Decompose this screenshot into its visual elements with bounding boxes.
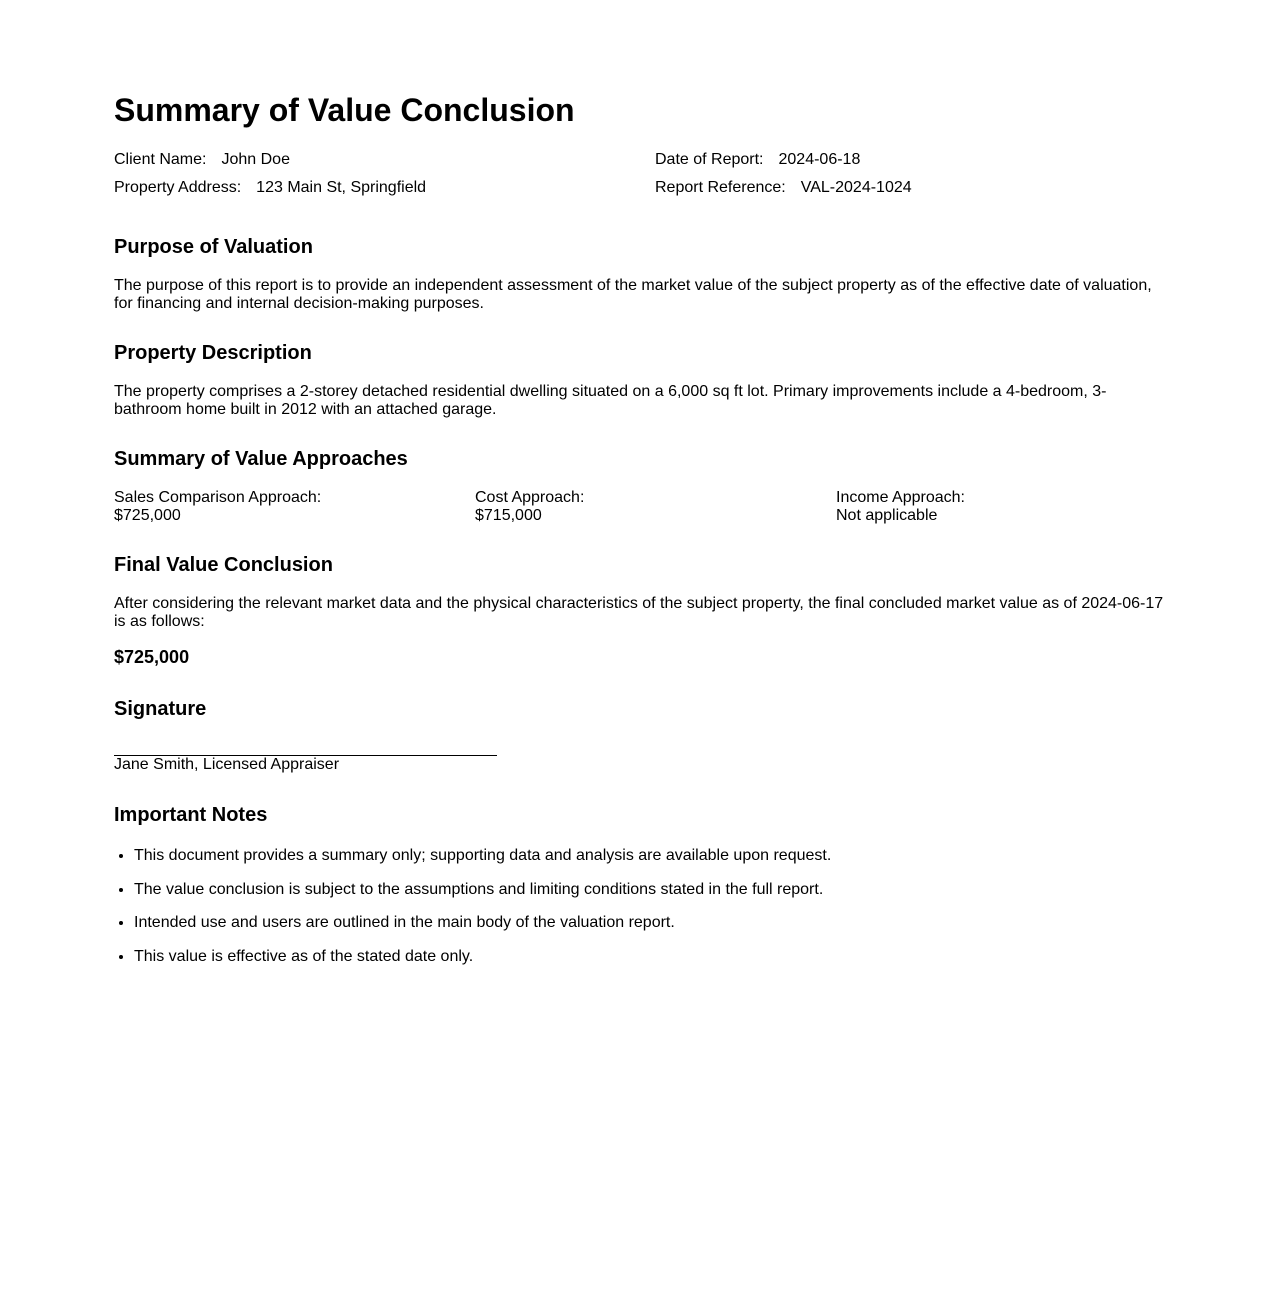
important-notes-heading: Important Notes — [114, 804, 268, 826]
approach-value: $725,000 — [114, 507, 181, 524]
date-of-report-row — [655, 150, 860, 170]
approach-label: Sales Comparison Approach: — [114, 489, 322, 506]
purpose-text: The purpose of this report is to provide an independent assessment of the market value of the subject property as of the effective date of valuation, for financing and internal decision-making purposes. — [114, 277, 1152, 312]
list-item: • This value is effective as of the stated date only. — [134, 948, 831, 966]
client-name-value: John Doe — [221, 151, 290, 168]
property-address-value: 123 Main St, Springfield — [256, 179, 427, 196]
final-value-heading: Final Value Conclusion — [114, 554, 333, 576]
approach-value: Not applicable — [836, 507, 938, 524]
date-of-report-value: 2024-06-18 — [778, 151, 861, 168]
approach-label: Cost Approach: — [475, 489, 585, 506]
signature-heading: Signature — [114, 698, 207, 720]
client-name-label: Client Name: — [114, 151, 207, 168]
final-value-amount: $725,000 — [114, 647, 190, 667]
signatory-name: Jane Smith, Licensed Appraiser — [114, 756, 340, 773]
report-reference-label: Report Reference: — [655, 179, 786, 196]
approach-value: $715,000 — [475, 507, 542, 524]
sales-comparison-approach — [114, 489, 321, 525]
final-value-text: After considering the relevant market data and the physical characteristics of the subject property, the final concluded market value as of 2024-06-17 is as follows: — [114, 595, 1164, 630]
property-description-heading: Property Description — [114, 342, 312, 364]
client-name-row — [114, 150, 290, 170]
property-address-label: Property Address: — [114, 179, 242, 196]
income-approach — [836, 489, 965, 525]
notes-list — [114, 847, 831, 981]
approach-label: Income Approach: — [836, 489, 965, 506]
list-item: • Intended use and users are outlined in the main body of the valuation report. — [134, 914, 831, 932]
list-item: • The value conclusion is subject to the assumptions and limiting conditions stated in the full report. — [134, 881, 831, 899]
page-title: Summary of Value Conclusion — [114, 92, 575, 128]
cost-approach — [475, 489, 584, 525]
list-item: • This document provides a summary only; supporting data and analysis are available upon request. — [134, 847, 831, 865]
date-of-report-label: Date of Report: — [655, 151, 764, 168]
value-approaches-heading: Summary of Value Approaches — [114, 448, 408, 470]
report-reference-value: VAL-2024-1024 — [800, 179, 912, 196]
property-description-text: The property comprises a 2-storey detached residential dwelling situated on a 6,000 sq ft lot. Primary improvements include a 4-bedroom, 3-bathroom home built in 2012 with an attached garage. — [114, 383, 1107, 418]
property-address-row — [114, 178, 426, 198]
purpose-heading: Purpose of Valuation — [114, 236, 313, 258]
report-reference-row — [655, 178, 912, 198]
